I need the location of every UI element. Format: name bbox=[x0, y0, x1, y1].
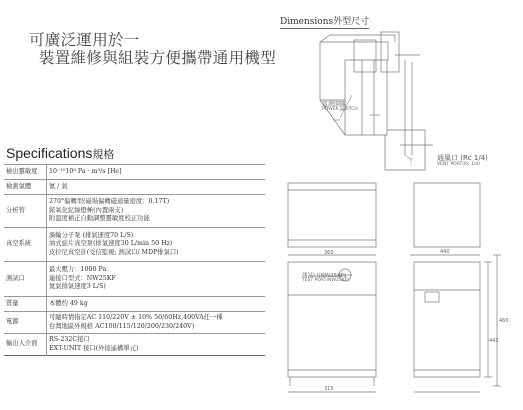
spec-value-line: 氦氣排氣速度3 L/S) bbox=[49, 283, 106, 291]
spec-key: 檢出靈敏度 bbox=[4, 165, 47, 180]
spec-value-line: 本體約 49 kg bbox=[49, 299, 88, 307]
dimension-width-360: 360 bbox=[324, 250, 334, 256]
spec-value-line: EXT-UNIT 接口(外接遙構單元) bbox=[49, 344, 139, 352]
dimension-depth-440: 440 bbox=[440, 249, 450, 255]
spec-value-line: 附溫度補正自動調整靈敏度校正功能 bbox=[49, 215, 150, 223]
test-port-label-en: TEST PORT(NW25KF) bbox=[302, 278, 350, 283]
spec-value-line: 氦 / 氣 bbox=[49, 182, 68, 190]
power-switch-label-zh: 電源開關 bbox=[322, 101, 347, 108]
spec-value-line: 渦輪分子泵 (排氣速度70 L/S) bbox=[49, 231, 134, 239]
spec-value-line: 可隨時情指定AC 110/220V ± 10% 50/60Hz,400VA任一種 bbox=[49, 313, 223, 321]
vent-port-label-en: VENT PORT(Rc 1/4) bbox=[437, 162, 481, 167]
spec-value-line: 皮拉尼真空計(受信監視; 測試口/ MDP排氣口) bbox=[49, 248, 179, 256]
spec-value-line: 連接口型式：NW25KF bbox=[49, 274, 116, 282]
spec-value-line: 油式旋片真空泵(排氣速度30 L/min 50 Hz) bbox=[49, 240, 173, 248]
machine-side-view-drawing bbox=[410, 183, 501, 392]
specifications-title-en: Specifications bbox=[6, 145, 93, 161]
spec-key: 質量 bbox=[4, 297, 47, 312]
dimension-height-442: 442 bbox=[489, 338, 499, 344]
dimensions-title: Dimensions外型尺寸 bbox=[280, 14, 369, 29]
dimension-width-315: 315 bbox=[324, 386, 334, 392]
spec-value-line: RS-232C接口 bbox=[49, 335, 90, 343]
intro-line-2: 裝置維修與組裝方便攜帶通用機型 bbox=[39, 49, 277, 67]
spec-key: 檢測氣體 bbox=[4, 180, 47, 195]
spec-key: 分析管 bbox=[4, 195, 47, 228]
spec-value-line: 台灣地區外規格 AC100/115/120/200/230/240V) bbox=[49, 322, 195, 330]
spec-key: 電源 bbox=[4, 312, 47, 334]
spec-value-line: 10⁻¹⁰10⁸ Pa · m³/s [He] bbox=[49, 167, 122, 175]
spec-value-line: 最大壓力：1000 Pa bbox=[49, 266, 107, 274]
vent-port-label-zh: 通風口 (Rc 1/4) bbox=[437, 154, 488, 162]
machine-front-view-drawing bbox=[288, 183, 376, 392]
spec-value-line: 銥氧化釔絲燈極(內置兩支) bbox=[49, 206, 124, 214]
spec-key: 輸出入介面 bbox=[4, 334, 47, 356]
spec-key: 測試口 bbox=[4, 262, 47, 297]
specifications-title-zh: 規格 bbox=[92, 148, 115, 161]
power-switch-label-en: POWER SWITCH bbox=[322, 107, 358, 112]
test-port-label-zh: 測試口(NW25KF) bbox=[302, 273, 347, 279]
spec-key: 真空系統 bbox=[4, 228, 47, 262]
dimension-height-460: 460 bbox=[499, 318, 509, 324]
spec-value-line: 270°偏轉型(磁場偏轉磁通量密度：0.17T) bbox=[49, 198, 170, 206]
intro-line-1: 可廣泛運用於一 bbox=[29, 31, 140, 49]
